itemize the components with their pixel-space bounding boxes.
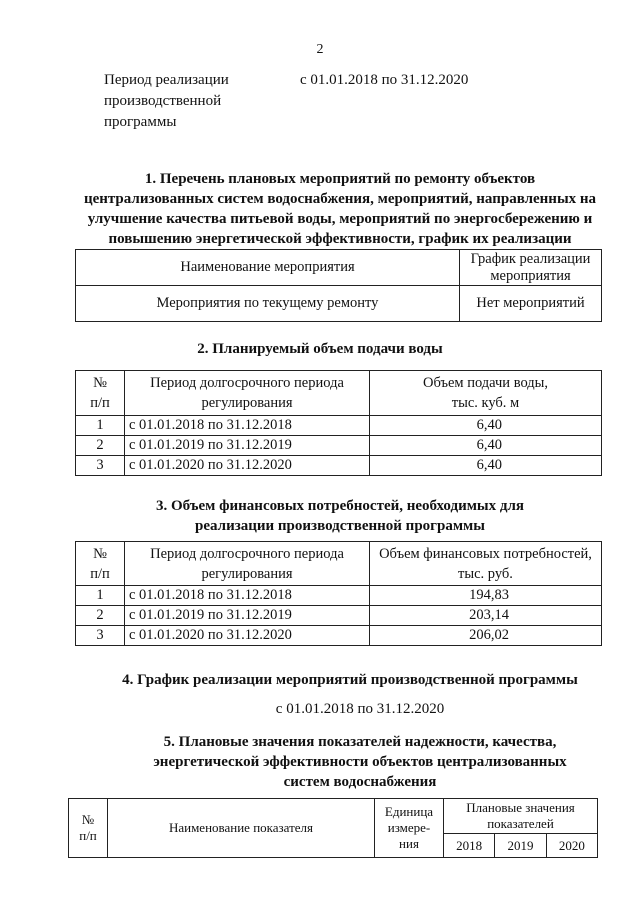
- row-num: 2: [76, 436, 125, 456]
- table-row: [76, 606, 602, 626]
- period-label: [104, 70, 274, 133]
- header-num-line: п/п: [90, 395, 110, 411]
- section5-title: [40, 732, 640, 792]
- schedule-cell: Нет мероприятий: [460, 286, 602, 322]
- page-number: 2: [316, 42, 324, 57]
- row-num: 2: [76, 606, 125, 626]
- section1-table: [75, 249, 602, 322]
- header-num-line: №: [93, 375, 107, 391]
- header-value-line: тыс. куб. м: [451, 395, 520, 411]
- header-value-line: Объем финансовых потребностей,: [379, 545, 592, 562]
- row-num: 1: [76, 416, 125, 436]
- period-label-line: программы: [104, 114, 177, 130]
- row-period: с 01.01.2019 по 31.12.2019: [125, 436, 370, 456]
- section1-title: [60, 169, 620, 249]
- section5-title-line: 5. Плановые значения показателей надежности, качества,: [163, 734, 557, 750]
- row-num: 3: [76, 626, 125, 646]
- section1-title-line: улучшение качества питьевой воды, мероприятий по энергосбережению и: [87, 211, 593, 227]
- section5-table: [68, 798, 598, 858]
- row-value: 194,83: [370, 586, 602, 606]
- header-period-line: регулирования: [201, 565, 293, 582]
- row-value: 206,02: [370, 626, 602, 646]
- header-num-line: №: [93, 545, 107, 562]
- header-period: [125, 542, 370, 586]
- header-unit-line: Единица: [384, 804, 434, 819]
- section1-title-line: повышению энергетической эффективности, график их реализации: [108, 231, 572, 247]
- period-label-line: Период реализации: [104, 72, 229, 88]
- section3-title-line: реализации производственной программы: [195, 518, 485, 534]
- header-year: 2020: [546, 834, 597, 858]
- row-value: 6,40: [370, 456, 602, 476]
- section3-title: [50, 496, 630, 536]
- row-value: 6,40: [370, 436, 602, 456]
- table-header-row: [76, 250, 602, 286]
- section3-title-line: 3. Объем финансовых потребностей, необходимых для: [155, 498, 525, 514]
- section4-title: 4. График реализации мероприятий производственной программы: [122, 672, 578, 688]
- header-unit-line: измере-: [387, 820, 431, 835]
- section1-title-line: централизованных систем водоснабжения, мероприятий, направленных на: [83, 191, 597, 207]
- section4-period: с 01.01.2018 по 31.12.2020: [275, 701, 445, 717]
- header-event-name: Наименование мероприятия: [76, 250, 460, 286]
- event-name-cell: Мероприятия по текущему ремонту: [76, 286, 460, 322]
- row-value: 6,40: [370, 416, 602, 436]
- table-header-row: [76, 371, 602, 416]
- header-value: [370, 371, 602, 416]
- header-value: [370, 542, 602, 586]
- period-label-line: производственной: [104, 93, 222, 109]
- section2-title: 2. Планируемый объем подачи воды: [197, 341, 443, 357]
- row-period: с 01.01.2019 по 31.12.2019: [125, 606, 370, 626]
- section1-title-line: 1. Перечень плановых мероприятий по ремонту объектов: [144, 171, 536, 187]
- table-header-row: [69, 799, 598, 834]
- header-num: [76, 371, 125, 416]
- header-num-line: п/п: [79, 828, 97, 843]
- header-value-line: Объем подачи воды,: [422, 375, 549, 391]
- period-value: с 01.01.2018 по 31.12.2020: [300, 72, 469, 88]
- header-schedule-line: График реализации: [470, 250, 591, 267]
- header-period-line: Период долгосрочного периода: [150, 375, 344, 391]
- table-row: [76, 626, 602, 646]
- header-num: [69, 799, 108, 858]
- table-row: [76, 456, 602, 476]
- row-num: 1: [76, 586, 125, 606]
- header-indicator-name: Наименование показателя: [108, 799, 375, 858]
- header-num: [76, 542, 125, 586]
- section5-title-line: энергетической эффективности объектов централизованных: [153, 754, 567, 770]
- table-row: [76, 586, 602, 606]
- header-year: 2019: [495, 834, 546, 858]
- header-num-line: п/п: [90, 565, 110, 582]
- row-period: с 01.01.2020 по 31.12.2020: [125, 626, 370, 646]
- header-period-line: регулирования: [201, 395, 293, 411]
- row-period: с 01.01.2020 по 31.12.2020: [125, 456, 370, 476]
- header-period-line: Период долгосрочного периода: [150, 545, 344, 562]
- header-schedule: [460, 250, 602, 286]
- section3-table: [75, 541, 602, 646]
- header-unit-line: ния: [399, 836, 419, 851]
- table-row: [76, 436, 602, 456]
- table-header-row: [76, 542, 602, 586]
- header-planned-line: Плановые значения: [466, 800, 575, 815]
- header-planned-values: [444, 799, 598, 834]
- row-period: с 01.01.2018 по 31.12.2018: [125, 416, 370, 436]
- header-unit: [375, 799, 444, 858]
- header-num-line: №: [81, 812, 95, 827]
- section5-title-line: систем водоснабжения: [283, 774, 437, 790]
- row-value: 203,14: [370, 606, 602, 626]
- header-planned-line: показателей: [487, 816, 554, 831]
- header-schedule-line: мероприятия: [490, 267, 571, 284]
- header-period: [125, 371, 370, 416]
- header-year: 2018: [444, 834, 495, 858]
- row-period: с 01.01.2018 по 31.12.2018: [125, 586, 370, 606]
- row-num: 3: [76, 456, 125, 476]
- table-row: [76, 416, 602, 436]
- section2-table: [75, 370, 602, 476]
- table-row: [76, 286, 602, 322]
- header-value-line: тыс. руб.: [458, 565, 513, 582]
